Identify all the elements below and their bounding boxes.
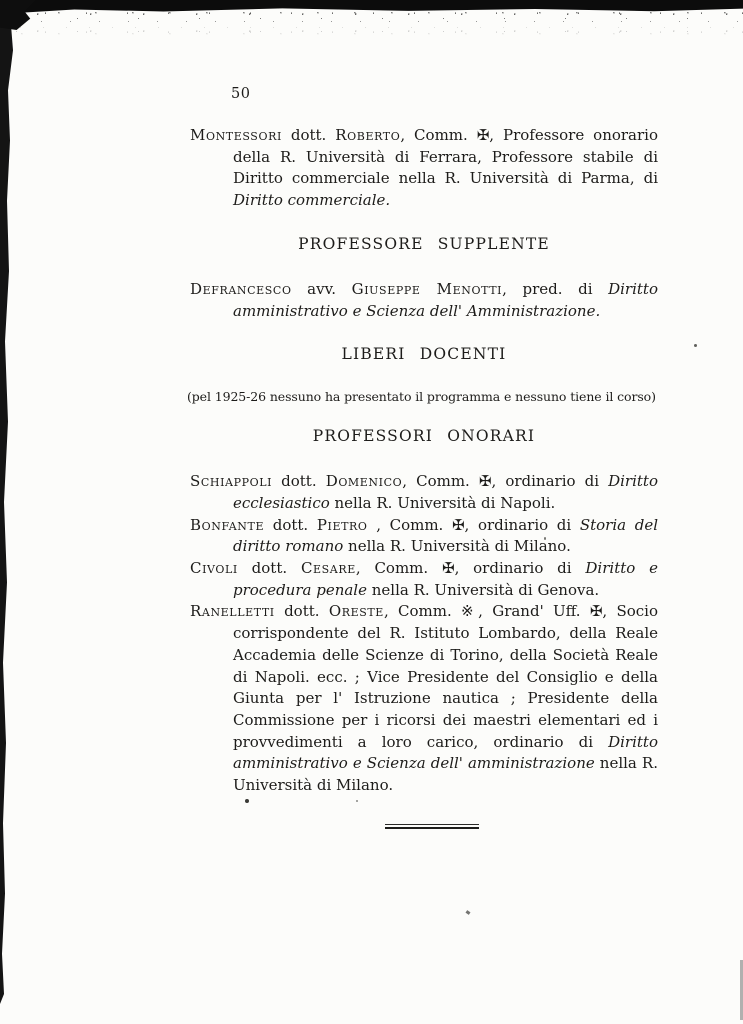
person-name: Giuseppe Menotti [351, 279, 503, 298]
note-line: (pel 1925-26 nessuno ha presentato il programma e nessuno tiene il corso) [187, 389, 656, 405]
entry-text: dott. [272, 472, 326, 491]
entry-text: dott. [264, 515, 317, 534]
professor-entry [190, 125, 658, 212]
person-name: Cesare [300, 559, 356, 578]
person-name: Ranelletti [190, 602, 275, 621]
entry-text: , Comm. ✠, Professore onorario della R. Università di Ferrara, Professore stabile di Diritto commerciale nella R. Università di Parma, di [233, 126, 658, 188]
subject-italic: Storia del diritto romano [233, 515, 658, 556]
entry-text: , Comm. ✠, ordinario di [367, 515, 580, 534]
subject-italic: Diritto amministrativo e Scienza dell' Amministrazione. [233, 279, 658, 320]
subject-italic: Diritto e procedura penale [233, 559, 658, 599]
end-divider-rule [385, 824, 479, 829]
professor-entry [190, 471, 658, 514]
entry-text: nella R. Università di Milano. [343, 537, 571, 556]
section-heading: LIBERI DOCENTI [341, 345, 507, 364]
scan-edge-left [0, 0, 18, 1004]
subject-italic: Diritto commerciale. [233, 191, 391, 210]
entry-text: , Comm. ✠, ordinario di [355, 559, 586, 578]
person-name: Domenico [325, 472, 403, 491]
professor-entry [190, 601, 658, 796]
person-name: Roberto [335, 126, 401, 144]
professor-entry [190, 279, 658, 322]
entry-text: , pred. di [502, 279, 609, 298]
person-name: Montessori [190, 126, 282, 144]
entry-text: dott. [274, 602, 329, 621]
entry-text: , Comm. ※, Grand' Uff. ✠, Socio corrispondente del R. Istituto Lombardo, della Reale Accademia delle Scienze di Torino, della Società Reale di Napoli. ecc. ; Vice Presidente del Consiglio e della Giunta per l' Istruzione nautica ; Presidente della Commissione per i ricorsi dei maestri elementari ed i provvedimenti a loro carico, ordinario di [233, 602, 658, 751]
subject-italic: Diritto amministrativo e Scienza dell' amministrazione [233, 732, 658, 773]
text-column [187, 125, 658, 829]
professor-entry [190, 515, 658, 558]
entry-text: dott. [281, 126, 336, 144]
page-number: 50 [231, 86, 251, 102]
entry-text: , Comm. ✠, ordinario di [402, 472, 609, 491]
person-name: Defrancesco [190, 279, 292, 298]
section-heading: PROFESSORI ONORARI [312, 427, 536, 446]
professor-entry [190, 558, 658, 601]
entry-text: dott. [237, 559, 301, 578]
section-heading: PROFESSORE SUPPLENTE [298, 234, 550, 253]
entry-text: nella R. Università di Napoli. [329, 493, 556, 512]
person-name: Pietro [316, 515, 368, 534]
entry-text: nella R. Università di Genova. [366, 580, 600, 599]
person-name: Civoli [190, 559, 238, 578]
entry-text: avv. [291, 279, 352, 298]
scan-noise-band [0, 9, 743, 39]
subject-italic: Diritto ecclesiastico [233, 472, 658, 512]
scan-speck [694, 344, 697, 347]
person-name: Schiappoli [190, 472, 273, 491]
entry-text: nella R. Università di Milano. [233, 754, 658, 795]
person-name: Oreste [328, 602, 384, 621]
person-name: Bonfante [190, 515, 265, 534]
scan-speck [466, 910, 471, 915]
